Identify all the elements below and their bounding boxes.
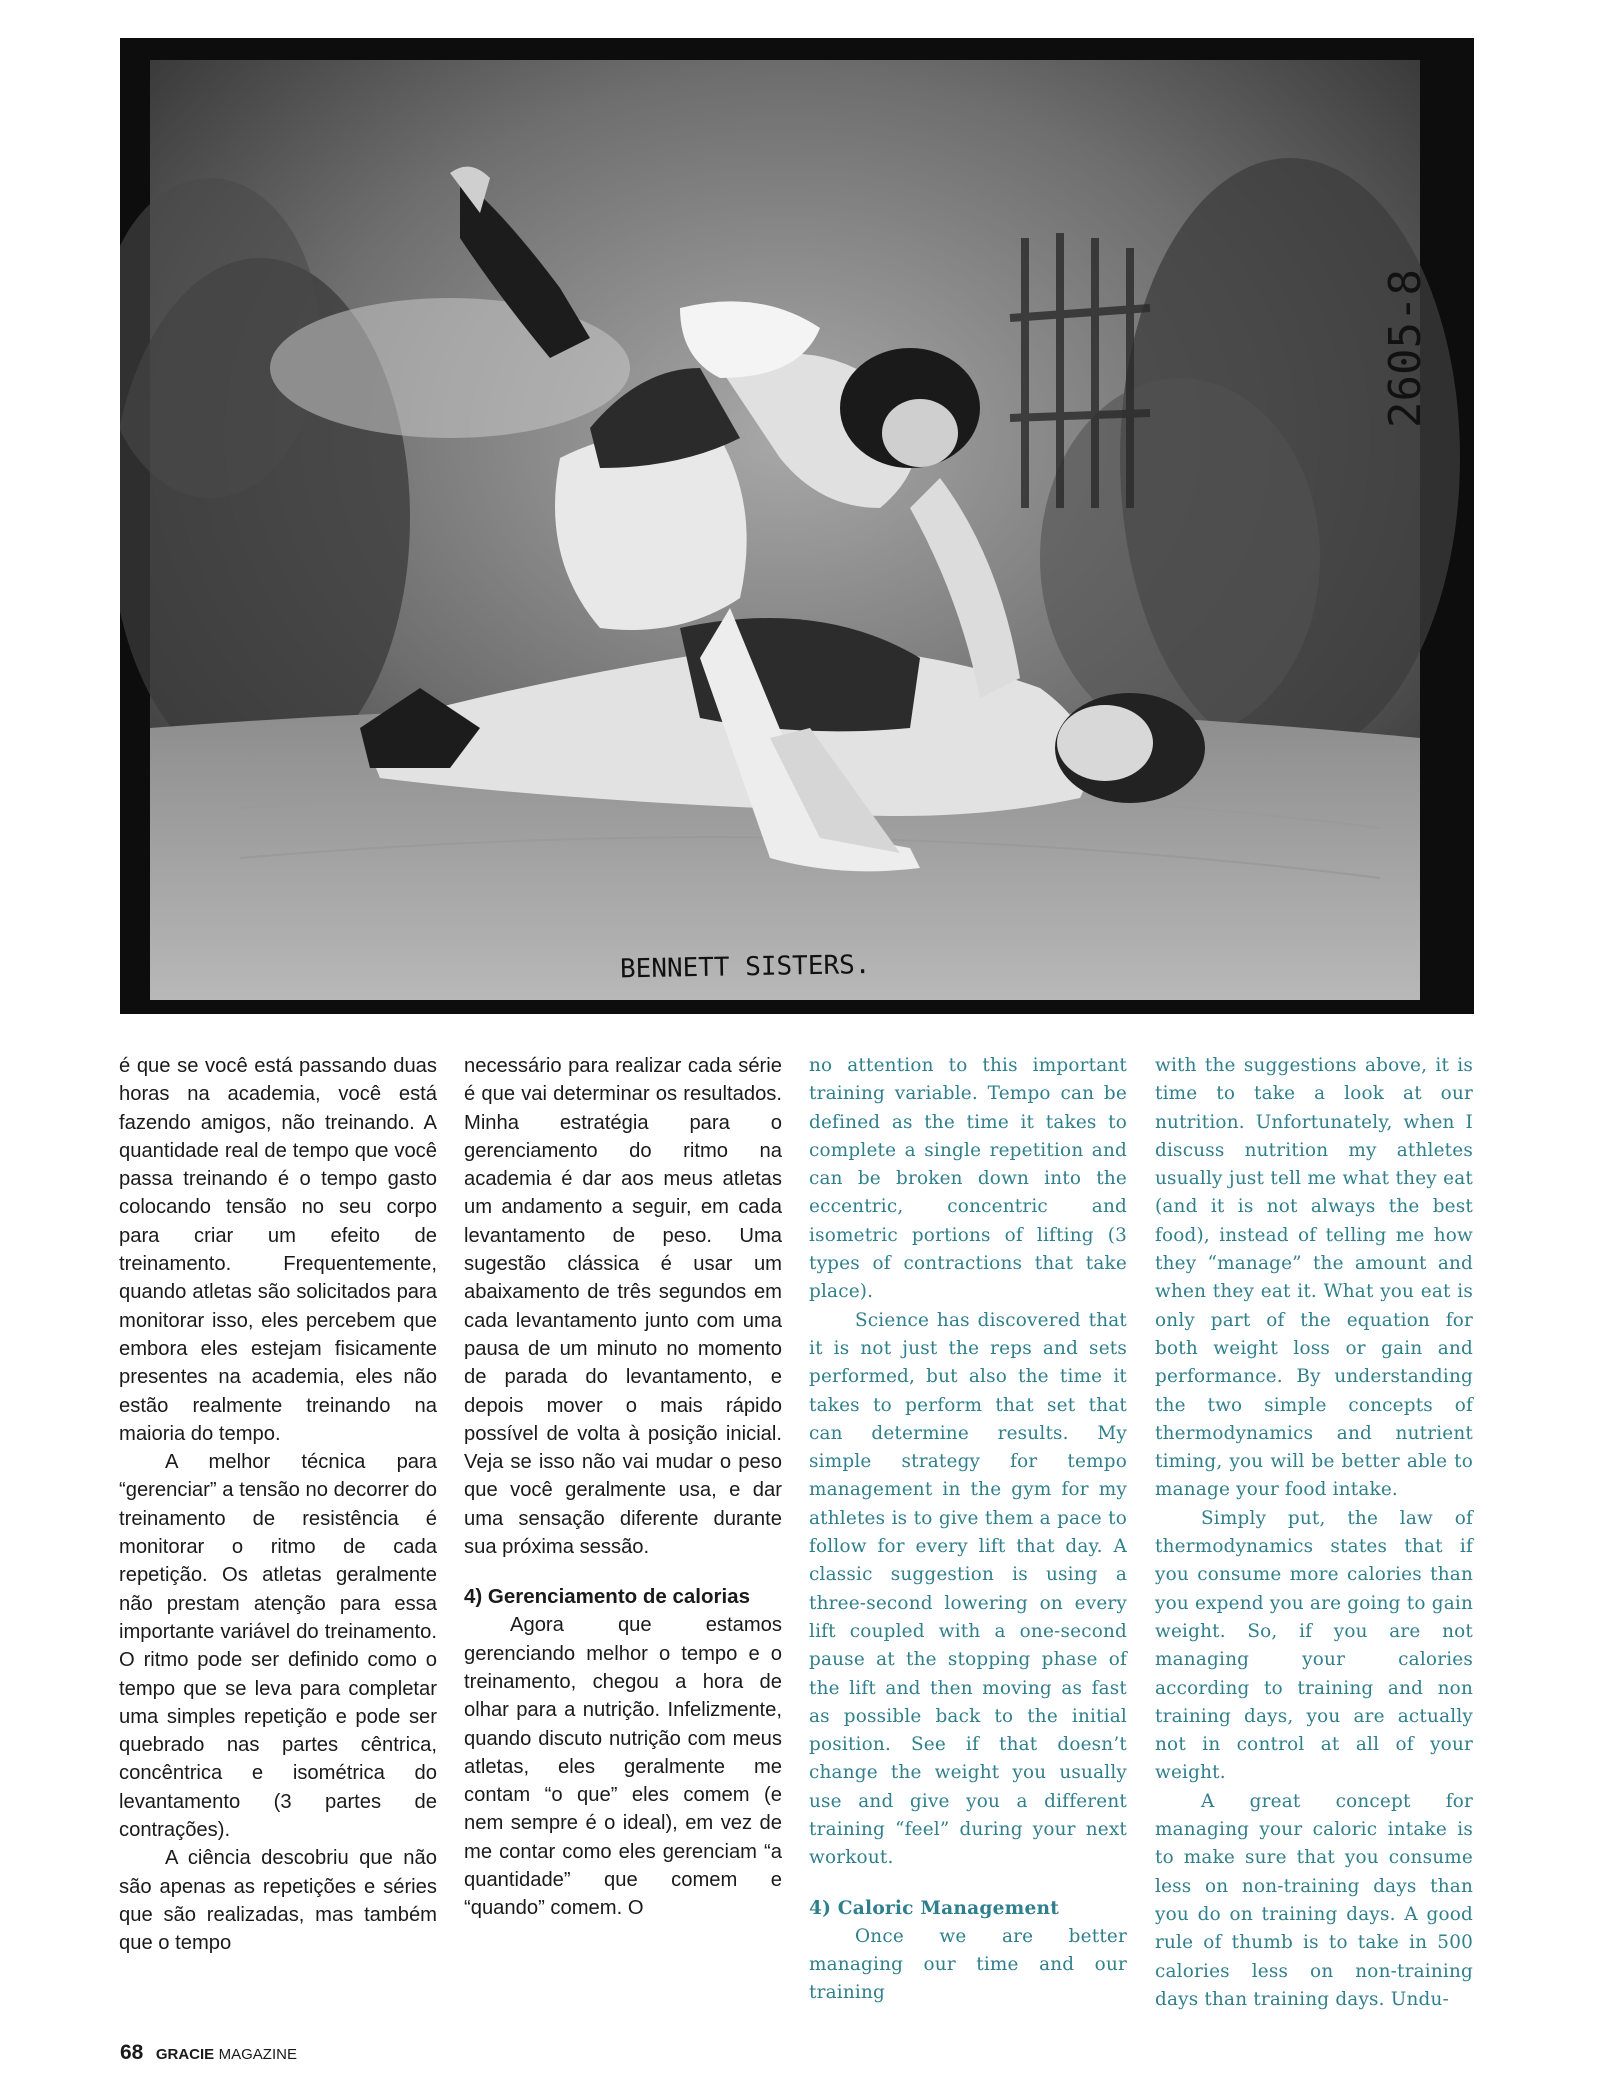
- paragraph: A ciência descobriu que não são apenas as repetições e séries que são realizadas, mas também que o tempo: [119, 1847, 437, 1955]
- column-4: [1155, 1052, 1473, 2014]
- page-footer: [120, 2041, 297, 2065]
- paragraph: no attention to this important training variable. Tempo can be defined as the time it takes to complete a single repetition and can be broken down into the eccentric, concentric and isometric portions of lifting (3 types of contractions that take place).: [809, 1055, 1127, 1303]
- paragraph: A great concept for managing your caloric intake is to make sure that you consume less on non-training days than you do on training days. A good rule of thumb is to take in 500 calories less on non-training days than training days. Undu-: [1155, 1790, 1473, 2010]
- column-2: [464, 1052, 782, 1923]
- plate-number: 2605-8: [1380, 269, 1431, 428]
- magazine-name: MAGAZINE: [218, 2046, 297, 2063]
- paragraph: Simply put, the law of thermodynamics states that if you consume more calories than you expend you are going to gain weight. So, if you are not managing your calories according to training and non training days, you are actually not in control at all of your weight.: [1155, 1507, 1473, 1784]
- paragraph: Agora que estamos gerenciando melhor o tempo e o treinamento, chegou a hora de olhar para a nutrição. Infelizmente, quando discuto nutrição com meus atletas, eles geralmente me contam “o que” eles comem (e nem sempre é o ideal), em vez de me contar como eles gerenciam “a quantidade” que comem e “quando” comem. O: [464, 1614, 782, 1920]
- photo-caption: BENNETT SISTERS.: [619, 950, 871, 985]
- paragraph: é que se você está passando duas horas na academia, você está fazendo amigos, não treinando. A quantidade real de tempo que você passa treinando é o tempo gasto colocando tensão no seu corpo para criar um efeito de treinamento. Frequentemente, quando atletas são solicitados para monitorar isso, eles percebem que embora eles estejam fisicamente presentes na academia, eles não estão realmente treinando na maioria do tempo.: [119, 1055, 437, 1445]
- column-1: [119, 1052, 437, 1958]
- column-3: [809, 1052, 1127, 2008]
- section-heading: 4) Caloric Management: [809, 1897, 1060, 1919]
- vintage-wrestling-photo: [120, 38, 1474, 1014]
- section-heading: 4) Gerenciamento de calorias: [464, 1585, 750, 1609]
- magazine-name-bold: GRACIE: [155, 2046, 215, 2063]
- paragraph: necessário para realizar cada série é que vai determinar os resultados. Minha estratégia para o gerenciamento do ritmo na academia é dar aos meus atletas um andamento a seguir, em cada levantamento de peso. Uma sugestão clássica é usar um abaixamento de três segundos em cada levantamento junto com uma pausa de um minuto no momento de parada do levantamento, e depois mover o mais rápido possível de volta à posição inicial. Veja se isso não vai mudar o peso que você geralmente usa, e dar uma sensação diferente durante sua próxima sessão.: [464, 1055, 782, 1559]
- paragraph: with the suggestions above, it is time to take a look at our nutrition. Unfortunately, when I discuss nutrition my athletes usually just tell me what they eat (and it is not always the best food), instead of telling me how they “manage” the amount and when they eat it. What you eat is only part of the equation for both weight loss or gain and performance. By understanding the two simple concepts of thermodynamics and nutrient timing, you will be better able to manage your food intake.: [1155, 1055, 1473, 1501]
- paragraph: A melhor técnica para “gerenciar” a tensão no decorrer do treinamento de resistência é monitorar o ritmo de cada repetição. Os atletas geralmente não prestam atenção para essa importante variável do treinamento. O ritmo pode ser definido como o tempo que se leva para completar uma simples repetição e pode ser quebrado nas partes cêntrica, concêntrica e isométrica do levantamento (3 partes de contrações).: [119, 1451, 437, 1842]
- paragraph: Once we are better managing our time and our training: [809, 1925, 1127, 2004]
- paragraph: Science has discovered that it is not just the reps and sets performed, but also the time it takes to perform that set that can determine results. My simple strategy for tempo management in the gym for my athletes is to give them a pace to follow for every lift that day. A classic suggestion is using a three-second lowering on every lift coupled with a one-second pause at the stopping phase of the lift and then moving as fast as possible back to the initial position. See if that doesn’t change the weight you usually use and give you a different training “feel” during your next workout.: [809, 1309, 1127, 1869]
- page-number: 68: [120, 2041, 144, 2064]
